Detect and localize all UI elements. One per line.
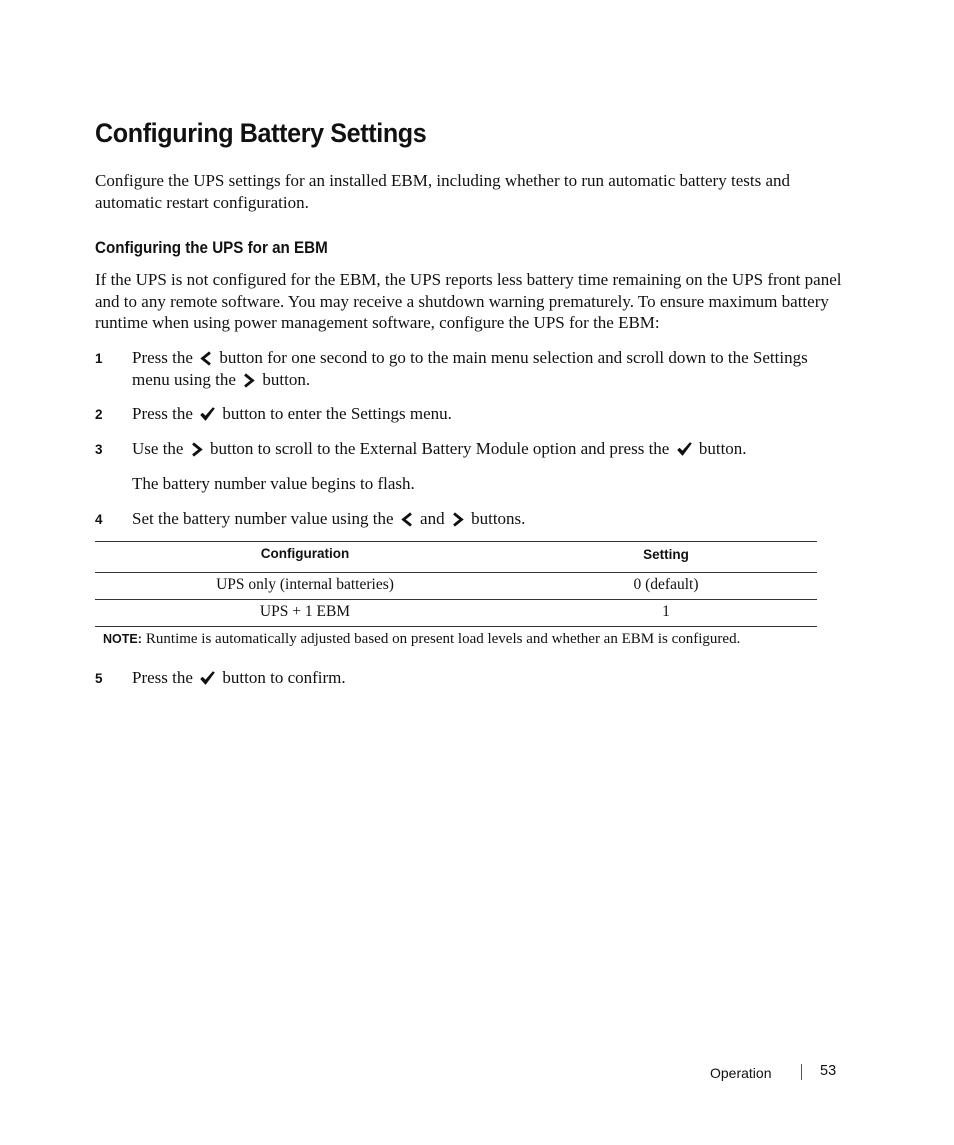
table-rule [95, 541, 817, 542]
checkmark-icon [200, 407, 215, 422]
page-title: Configuring Battery Settings [95, 118, 427, 148]
table-rule [95, 626, 817, 627]
note-label: NOTE: [103, 632, 142, 646]
step-text: Set the battery number value using the [132, 509, 394, 528]
step-text: Press the [132, 404, 193, 423]
footer-divider [801, 1064, 802, 1080]
chevron-right-icon [452, 512, 464, 527]
chevron-left-icon [401, 512, 413, 527]
step-text: Press the [132, 668, 193, 687]
checkmark-icon [677, 442, 692, 457]
step-number: 1 [95, 351, 103, 366]
chevron-right-icon [191, 442, 203, 457]
table-rule [95, 572, 817, 573]
step-3-result: The battery number value begins to flash. [132, 474, 415, 493]
step-text: button. [698, 439, 747, 458]
step-text: button for one second to go to the main menu selection and scroll down to the Settings menu using the [132, 348, 808, 389]
step-number: 5 [95, 671, 103, 686]
table-cell: 0 (default) [633, 576, 699, 593]
table-rule [95, 599, 817, 600]
step-text: buttons. [471, 509, 526, 528]
section-paragraph: If the UPS is not configured for the EBM, the UPS reports less battery time remaining on the UPS front panel and to any remote software. You may receive a shutdown warning prematurely. To ensure maximum battery runtime when using power management software, configure the UPS for the EBM: [95, 270, 842, 332]
table-cell: 1 [662, 603, 670, 620]
step-text: button to scroll to the External Battery Module option and press the [209, 439, 670, 458]
step-text: button. [262, 369, 311, 389]
step-text: button to enter the Settings menu. [222, 404, 452, 423]
chevron-left-icon [200, 351, 212, 366]
step-text: Use the [132, 439, 184, 458]
table-header-setting: Setting [643, 547, 689, 562]
section-heading: Configuring the UPS for an EBM [95, 239, 328, 257]
table-cell: UPS only (internal batteries) [216, 576, 394, 593]
chevron-right-icon [243, 373, 255, 388]
step-number: 4 [95, 512, 103, 527]
footer-section: Operation [710, 1065, 772, 1081]
table-cell: UPS + 1 EBM [259, 603, 351, 620]
step-text: and [420, 509, 445, 528]
table-header-configuration: Configuration [260, 546, 350, 561]
page-number: 53 [820, 1063, 837, 1079]
step-number: 3 [95, 442, 103, 457]
intro-paragraph: Configure the UPS settings for an installed EBM, including whether to run automatic battery tests and automatic restart configuration. [95, 171, 790, 212]
note-text: Runtime is automatically adjusted based on present load levels and whether an EBM is configured. [145, 631, 741, 647]
step-text: Press the [132, 348, 193, 367]
step-text: button to confirm. [222, 668, 346, 687]
checkmark-icon [200, 671, 215, 686]
note [103, 631, 740, 648]
step-number: 2 [95, 407, 103, 422]
